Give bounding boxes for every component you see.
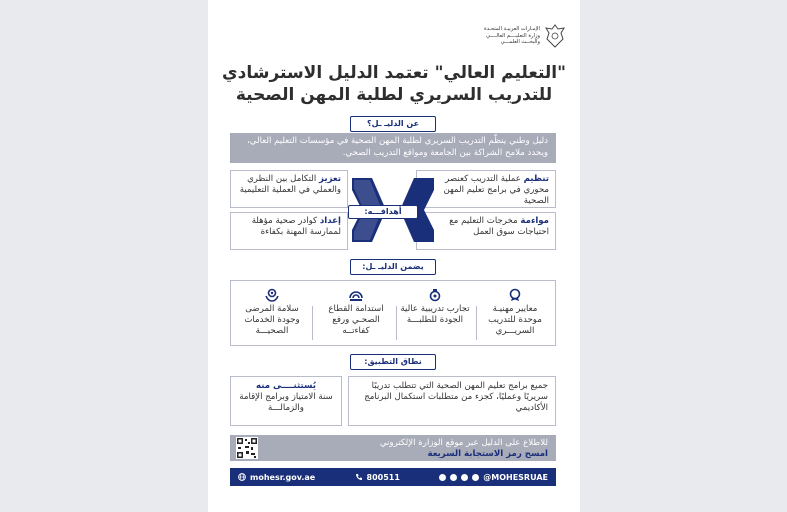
phone-icon [355, 473, 363, 481]
social-icon [461, 474, 468, 481]
social-icon [439, 474, 446, 481]
website-link[interactable]: mohesr.gov.ae [238, 473, 315, 482]
ministry-name: الإمـارات العربيـة المتحـدة وزارة التعليــــم العالــــي والبحــث العلمـــي [484, 26, 540, 46]
about-text: دليل وطني ينظّم التدريب السريري لطلبة المهن الصحية في مؤسسات التعليم العالي، ويحدد ملامح الشراكة بين الجامعة ومواقع التدريب الصحي. [230, 133, 556, 163]
title-line-1: "التعليم العالي" تعتمد الدليل الاسترشادي [222, 63, 566, 83]
footer-bar [230, 468, 556, 486]
phone-link[interactable]: 800511 [355, 473, 400, 482]
include-item-2: تجارب تدريبية عالية الجودة للطلبـــة [400, 286, 470, 346]
goal-prepare: إعداد كوادر صحية مؤهلة لممارسة المهنة بكفاءة [230, 212, 348, 250]
include-item-3: استدامة القطاع الصحـي ورفع كفاءتــه [318, 286, 394, 346]
ministry-logo [436, 18, 566, 54]
qr-code-icon[interactable] [236, 437, 258, 459]
divider [396, 306, 397, 340]
scope-excluded: يُستثنــــى منه سنة الامتياز وبرامج الإقامة والزمالـــة [230, 376, 342, 426]
scope-label: نطاق التطبيق: [350, 354, 436, 370]
goals-label: أهدافـــه: [348, 205, 418, 219]
social-icon [450, 474, 457, 481]
uae-emblem-icon [544, 23, 566, 49]
scope-main: جميع برامج تعليم المهن الصحية التي تتطلب تدريبًا سريريًا وعمليًا، كجزء من متطلبات استكمال البرنامج الأكاديمي [348, 376, 556, 426]
patient-safety-icon [264, 288, 280, 302]
include-item-4: سلامة المرضى وجودة الخدمات الصحيـــة [236, 286, 308, 346]
social-handle[interactable]: @MOHESRUAE [439, 473, 548, 482]
qr-bar: للاطلاع على الدليل عبر موقع الوزارة الإلكتروني امسح رمز الاستجابة السريعة [230, 435, 556, 461]
title-line-2: للتدريب السريري لطلبة المهن الصحية [235, 85, 553, 105]
goal-align: مواءمة مخرجات التعليم مع احتياجات سوق العمل [416, 212, 556, 250]
sustainability-icon [348, 288, 364, 302]
social-icon [472, 474, 479, 481]
divider [312, 306, 313, 340]
poster [208, 0, 580, 512]
include-item-1: معايير مهنيـة موحدة للتدريب السريـــري [480, 286, 550, 346]
page-title [208, 62, 580, 106]
divider [476, 306, 477, 340]
badge-icon [508, 288, 522, 302]
includes-label: يضمن الدليـ ـل: [350, 259, 436, 275]
about-label: عن الدليـ ـل؟ [350, 116, 436, 132]
goal-organize: تنظيم عملية التدريب كعنصر محوري في برامج تعليم المهن الصحية [416, 170, 556, 208]
quality-icon [428, 288, 442, 302]
goal-enhance: تعزيز التكامل بين النظري والعملي في العملية التعليمية [230, 170, 348, 208]
globe-icon [238, 473, 246, 481]
